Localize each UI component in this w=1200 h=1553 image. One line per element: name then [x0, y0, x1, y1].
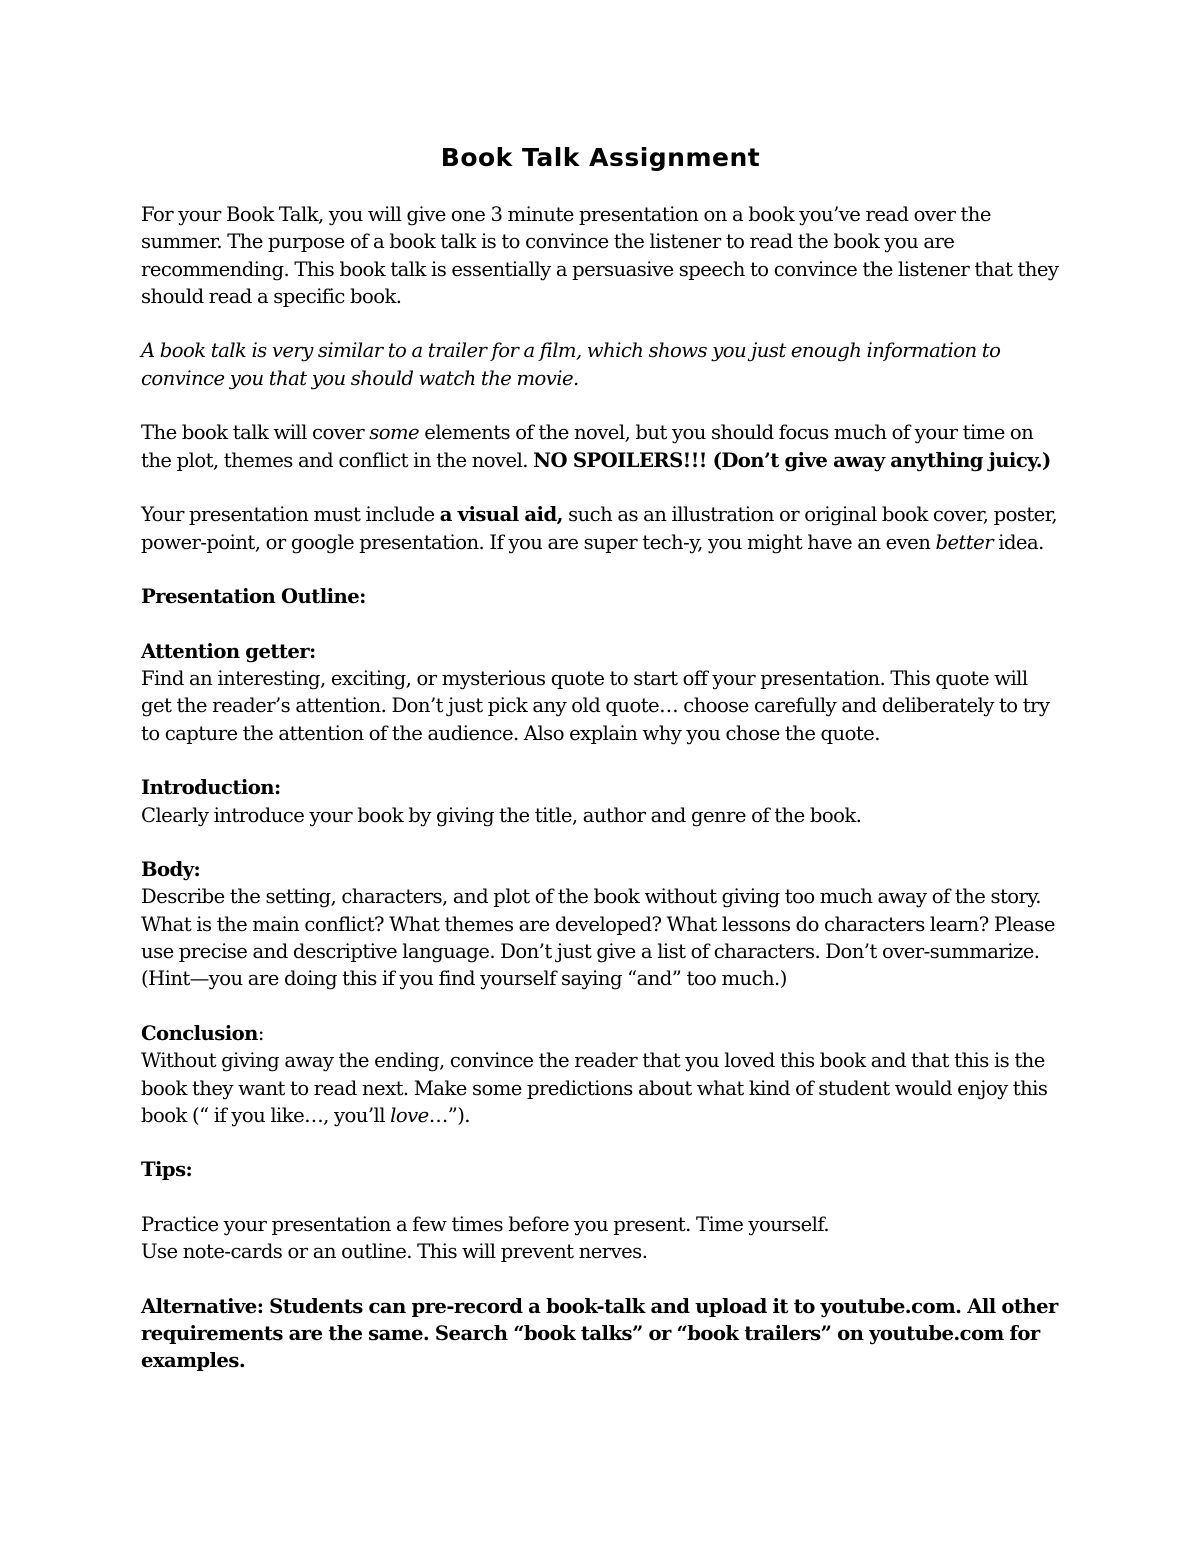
- tip-practice: Practice your presentation a few times before you present. Time yourself.: [141, 1212, 830, 1236]
- conclusion-text-b: …”).: [428, 1103, 470, 1127]
- trailer-comparison-paragraph: A book talk is very similar to a trailer for a film, which shows you just enough information to convince you that you should watch the movie.: [141, 339, 1001, 390]
- outline-heading: Presentation Outline:: [141, 585, 366, 609]
- elements-text-b: elements of the novel, but you should focus much of your time on the plot, themes and conflict in the novel.: [141, 421, 1034, 472]
- attention-text: Find an interesting, exciting, or mysterious quote to start off your presentation. This quote will get the reader’s attention. Don’t just pick any old quote… choose carefully and deliberately to try to capture the attention of the audience. Also explain why you chose the quote.: [141, 667, 1050, 745]
- attention-heading: Attention getter:: [141, 639, 316, 663]
- introduction-text: Clearly introduce your book by giving the title, author and genre of the book.: [141, 803, 862, 827]
- elements-text-a: The book talk will cover: [141, 421, 370, 445]
- visual-aid-paragraph: [141, 501, 1060, 556]
- visual-aid-text-b: such as an illustration or original book cover, poster, power-point, or google presentation. If you are super tech-y, you might have an even: [141, 503, 1058, 554]
- conclusion-text-a: Without giving away the ending, convince the reader that you loved this book and that this is the book they want to read next. Make some predictions about what kind of student would enjoy this book (“ if you like…, you’ll: [141, 1049, 1048, 1127]
- introduction-heading: Introduction:: [141, 776, 281, 800]
- visual-aid-strong: a visual aid,: [439, 503, 563, 527]
- no-spoilers-warning: NO SPOILERS!!! (Don’t give away anything juicy.): [533, 448, 1051, 472]
- body-heading: Body:: [141, 858, 201, 882]
- body-text: Describe the setting, characters, and plot of the book without giving too much away of the story. What is the main conflict? What themes are developed? What lessons do characters learn? Please use precise and descriptive language. Don’t just give a list of characters. Don’t over-summarize. (Hint—you are doing this if you find yourself saying “and” too much.): [141, 885, 1055, 991]
- tip-note-cards: Use note-cards or an outline. This will prevent nerves.: [141, 1240, 648, 1264]
- conclusion-heading: Conclusion: [141, 1021, 258, 1045]
- elements-emphasis: some: [369, 421, 420, 445]
- conclusion-text: [141, 1047, 1060, 1129]
- visual-aid-text-a: Your presentation must include: [141, 503, 440, 527]
- alternative-paragraph: Alternative: Students can pre-record a book-talk and upload it to youtube.com. All other requirements are the same. Search “book talks” or “book trailers” on youtube.com for examples.: [141, 1294, 1058, 1373]
- visual-aid-emphasis: better: [935, 530, 994, 554]
- intro-paragraph: For your Book Talk, you will give one 3 minute presentation on a book you’ve read over the summer. The purpose of a book talk is to convince the listener to read the book you are recommending. This book talk is essentially a persuasive speech to convince the listener that they should read a specific book.: [141, 203, 1059, 308]
- visual-aid-text-c: idea.: [993, 530, 1044, 554]
- elements-paragraph: [141, 419, 1060, 474]
- document-title: Book Talk Assignment: [440, 143, 761, 172]
- conclusion-emphasis: love: [390, 1103, 429, 1127]
- conclusion-colon: :: [257, 1021, 264, 1045]
- tips-heading: Tips:: [141, 1158, 193, 1182]
- conclusion-heading-line: [141, 1020, 1060, 1047]
